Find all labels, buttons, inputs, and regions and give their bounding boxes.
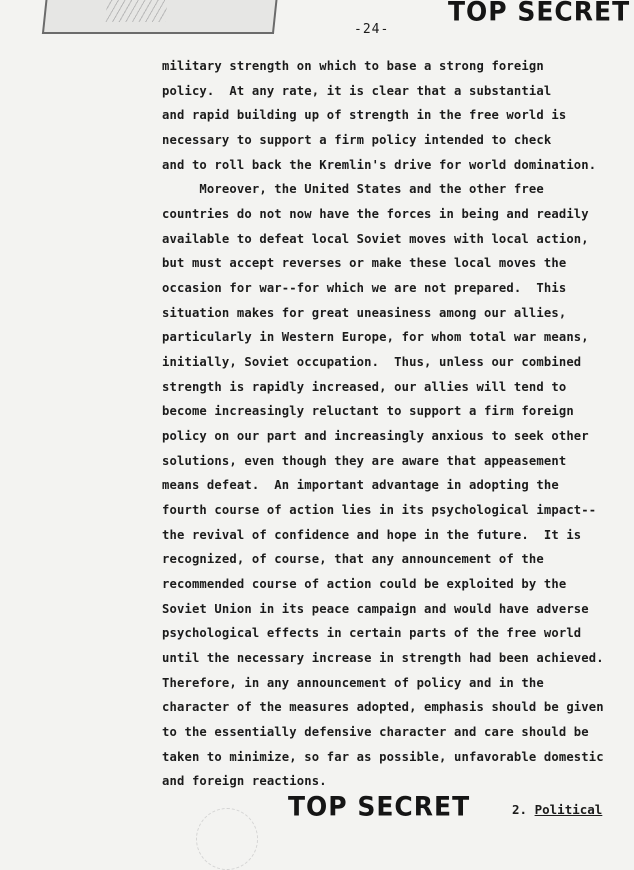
text-line: recognized, of course, that any announcement of the bbox=[162, 552, 544, 566]
next-page-catchword bbox=[512, 802, 602, 817]
top-secret-header: TOP SECRET bbox=[448, 0, 631, 28]
next-section-word: Political bbox=[534, 802, 603, 817]
next-section-number: 2. bbox=[512, 802, 528, 817]
text-line: until the necessary increase in strength had been achieved. bbox=[162, 651, 604, 665]
text-line: military strength on which to base a strong foreign bbox=[162, 59, 544, 73]
text-line: become increasingly reluctant to support a firm foreign bbox=[162, 404, 574, 418]
page-number: -24- bbox=[354, 22, 390, 37]
text-line: Therefore, in any announcement of policy and in the bbox=[162, 676, 544, 690]
text-line: and foreign reactions. bbox=[162, 774, 327, 788]
text-line: Moreover, the United States and the other free bbox=[162, 182, 544, 196]
text-line: taken to minimize, so far as possible, unfavorable domestic bbox=[162, 750, 604, 764]
text-line: necessary to support a firm policy intended to check bbox=[162, 133, 552, 147]
text-line: strength is rapidly increased, our allies will tend to bbox=[162, 380, 567, 394]
faded-stamp bbox=[196, 808, 258, 870]
text-line: and to roll back the Kremlin's drive for world domination. bbox=[162, 158, 597, 172]
text-line: occasion for war--for which we are not prepared. This bbox=[162, 281, 567, 295]
torn-corner-scrap bbox=[42, 0, 278, 34]
text-line: countries do not now have the forces in being and readily bbox=[162, 207, 589, 221]
text-line: situation makes for great uneasiness among our allies, bbox=[162, 306, 567, 320]
text-line: solutions, even though they are aware that appeasement bbox=[162, 454, 567, 468]
text-line: fourth course of action lies in its psychological impact-- bbox=[162, 503, 597, 517]
text-line: but must accept reverses or make these local moves the bbox=[162, 256, 567, 270]
top-secret-footer: TOP SECRET bbox=[288, 790, 471, 823]
text-line: character of the measures adopted, emphasis should be given bbox=[162, 700, 604, 714]
text-line: means defeat. An important advantage in adopting the bbox=[162, 478, 559, 492]
text-line: policy on our part and increasingly anxious to seek other bbox=[162, 429, 589, 443]
text-line: initially, Soviet occupation. Thus, unless our combined bbox=[162, 355, 582, 369]
text-line: policy. At any rate, it is clear that a substantial bbox=[162, 84, 552, 98]
text-line: and rapid building up of strength in the free world is bbox=[162, 108, 567, 122]
text-line: recommended course of action could be exploited by the bbox=[162, 577, 567, 591]
text-line: to the essentially defensive character and care should be bbox=[162, 725, 589, 739]
text-line: available to defeat local Soviet moves with local action, bbox=[162, 232, 589, 246]
text-line: psychological effects in certain parts of the free world bbox=[162, 626, 582, 640]
text-line: Soviet Union in its peace campaign and would have adverse bbox=[162, 602, 589, 616]
text-line: the revival of confidence and hope in the future. It is bbox=[162, 528, 582, 542]
text-line: particularly in Western Europe, for whom total war means, bbox=[162, 330, 589, 344]
